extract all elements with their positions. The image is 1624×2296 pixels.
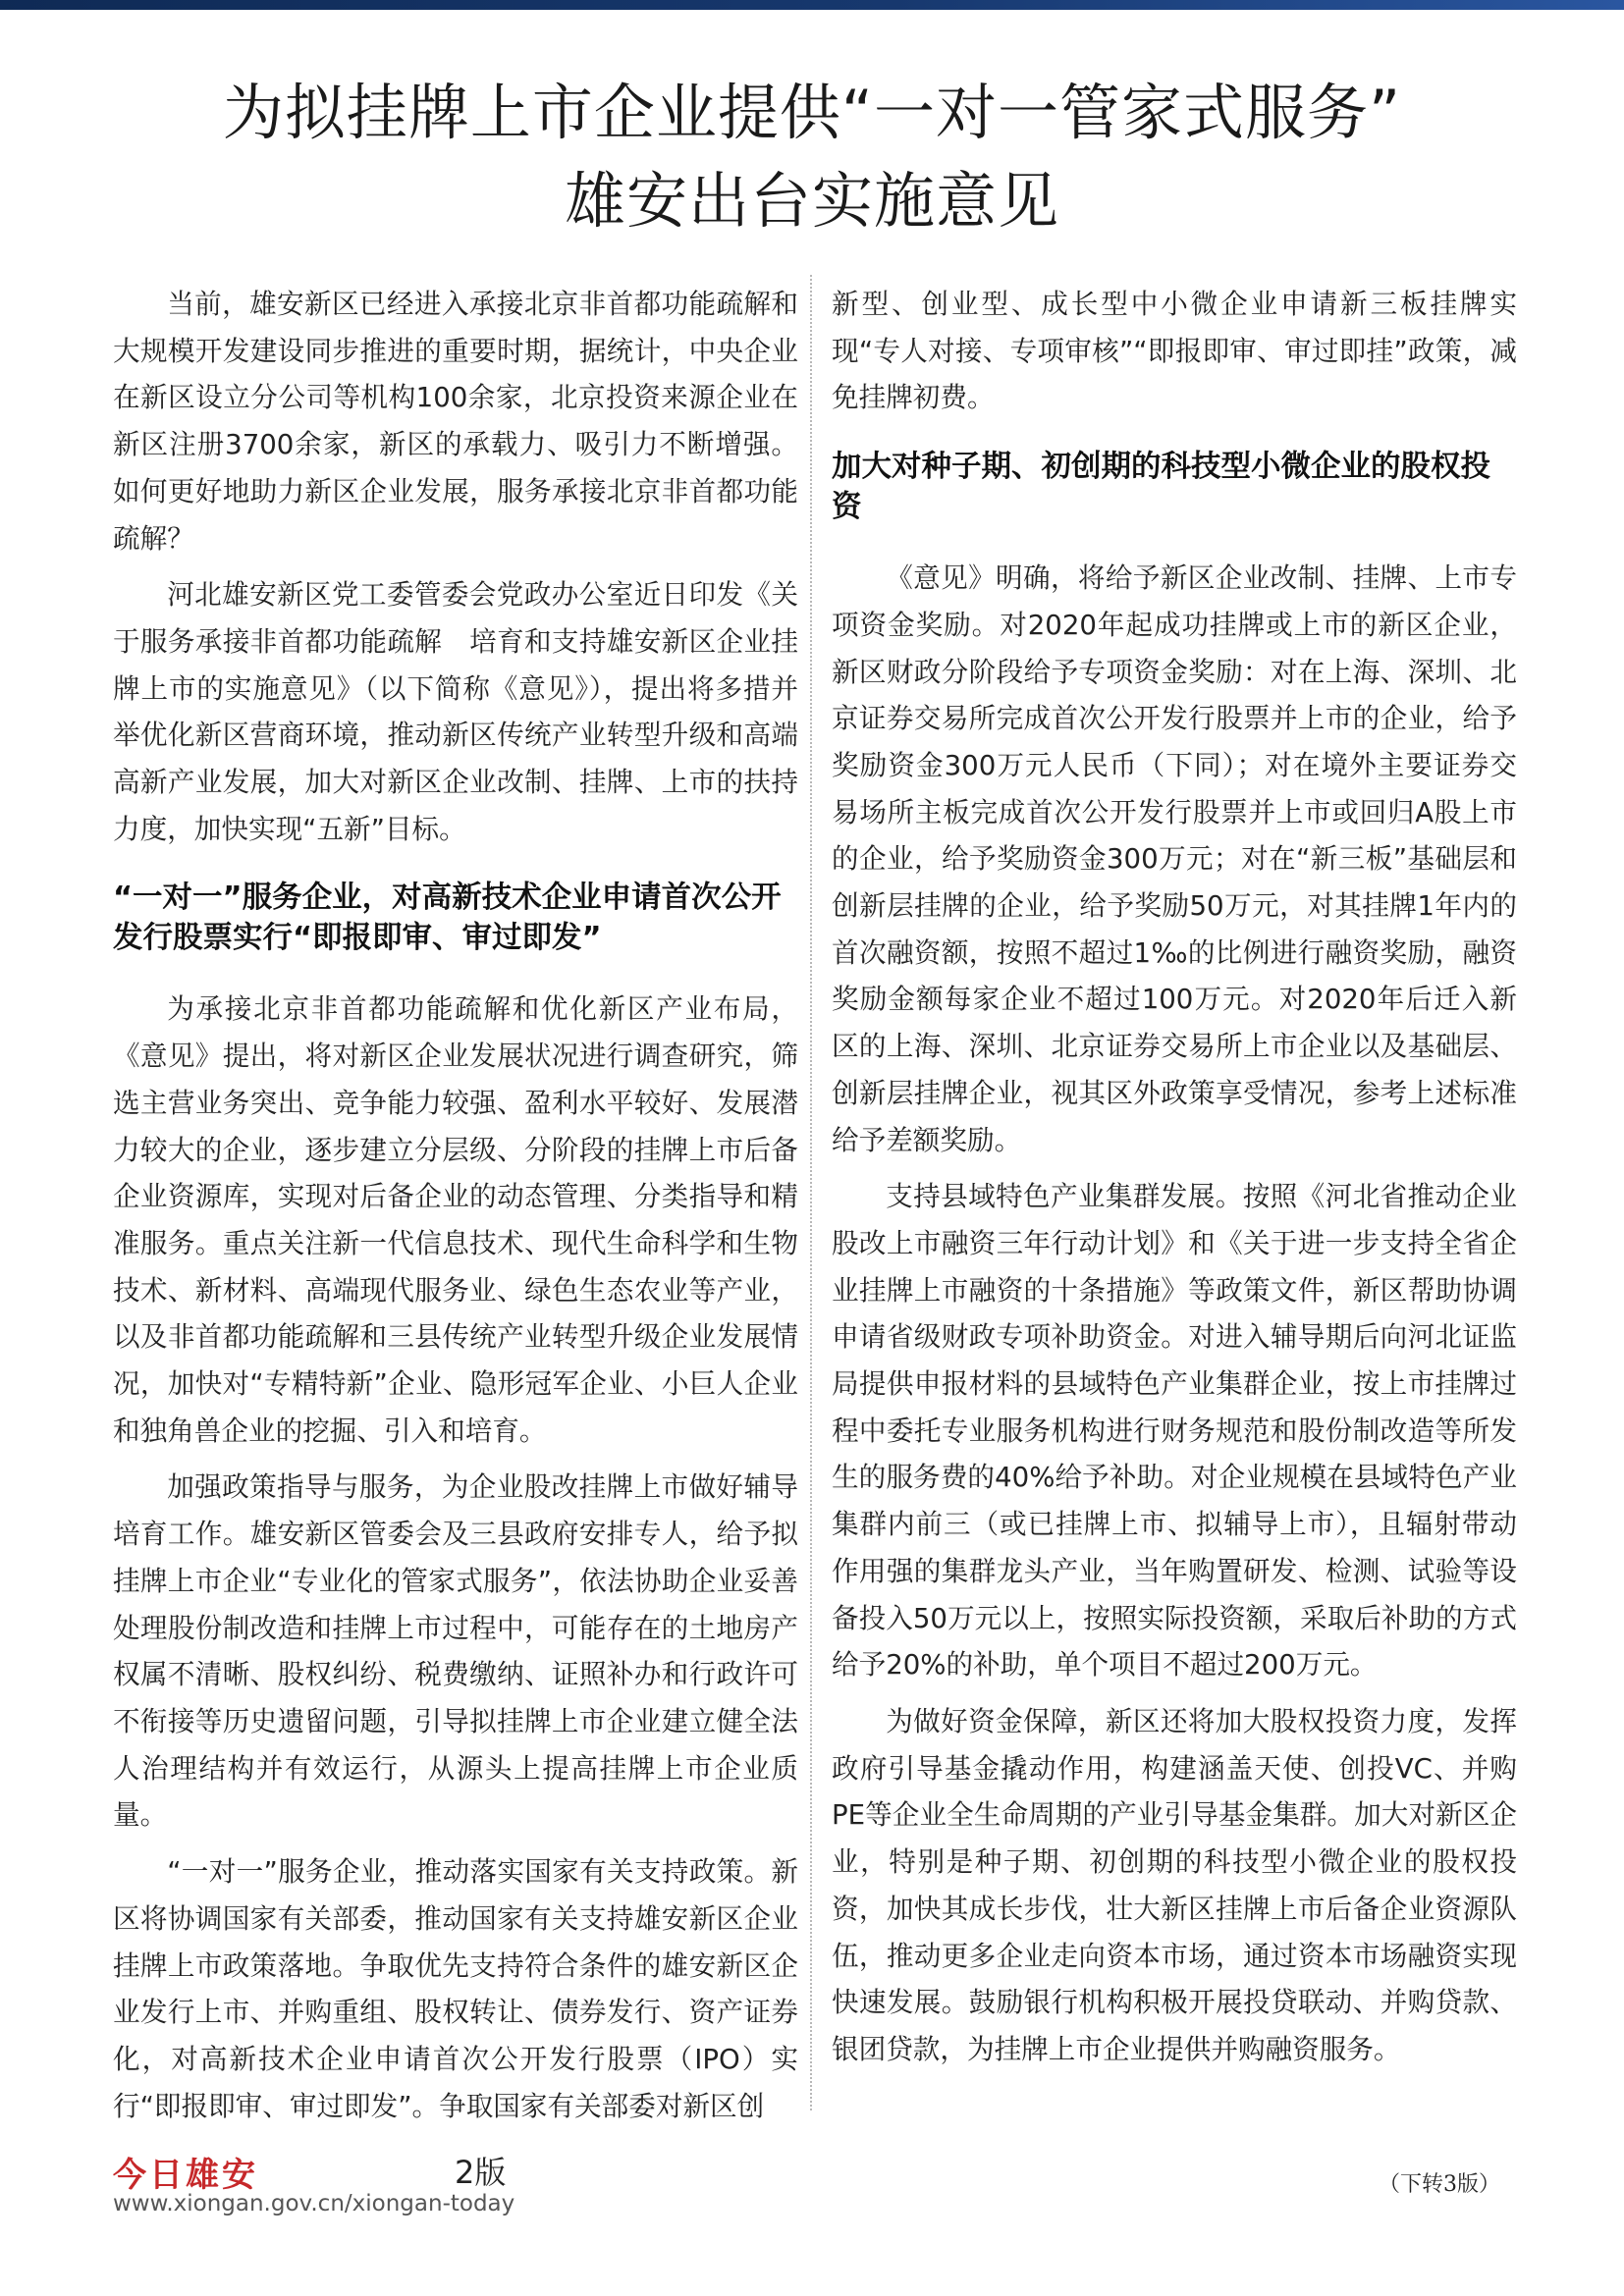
section-heading: 加大对种子期、初创期的科技型小微企业的股权投资 <box>832 450 1490 525</box>
paragraph: 支持县域特色产业集群发展。按照《河北省推动企业股改上市融资三年行动计划》和《关于进一步支持全省企业挂牌上市融资的十条措施》等政策文件，新区帮助协调申请省级财政专项补助资金。对进入辅导期后向河北证监局提供申报材料的县域特色产业集群企业，按上市挂牌过程中委托专业服务机构进行财务规范和股份制改造等所发生的服务费的40%给予补助。对企业规模在县域特色产业集群内前三（或已挂牌上市、拟辅导上市），且辐射带动作用强的集群龙头产业，当年购置研发、检测、试验等设备投入50万元以上，按照实际投资额，采取后补助的方式给予20%的补助，单个项目不超过200万元。 <box>832 1180 1517 1682</box>
top-color-band <box>0 0 1624 10</box>
column-divider <box>810 275 812 2110</box>
paragraph: 加强政策指导与服务，为企业股改挂牌上市做好辅导培育工作。雄安新区管委会及三县政府安排专人，给予拟挂牌上市企业“专业化的管家式服务”，依法协助企业妥善处理股份制改造和挂牌上市过程中，可能存在的土地房产权属不清晰、股权纠纷、税费缴纳、证照补办和行政许可不衔接等历史遗留问题，引导拟挂牌上市企业建立健全法人治理结构并有效运行，从源头上提高挂牌上市企业质量。 <box>113 1470 798 1832</box>
paragraph: 河北雄安新区党工委管委会党政办公室近日印发《关于服务承接非首都功能疏解 培育和支持雄安新区企业挂牌上市的实施意见》（以下简称《意见》），提出将多措并举优化新区营商环境，推动新区传统产业转型升级和高端高新产业发展，加大对新区企业改制、挂牌、上市的扶持力度，加快实现“五新”目标。 <box>113 578 798 845</box>
headline-line-1: 为拟挂牌上市企业提供“一对一管家式服务” <box>222 77 1402 148</box>
page-number: 2版 <box>455 2154 507 2191</box>
right-column <box>832 281 1517 2083</box>
footer-url[interactable]: www.xiongan.gov.cn/xiongan-today <box>113 2191 515 2216</box>
paragraph: “一对一”服务企业，推动落实国家有关支持政策。新区将协调国家有关部委，推动国家有关支持雄安新区企业挂牌上市政策落地。争取优先支持符合条件的雄安新区企业发行上市、并购重组、股权转让、债券发行、资产证券化，对高新技术企业申请首次公开发行股票（IPO）实行“即报即审、审过即发”。争取国家有关部委对新区创 <box>113 1855 798 2122</box>
paragraph: 为做好资金保障，新区还将加大股权投资力度，发挥政府引导基金撬动作用，构建涵盖天使、创投VC、并购PE等企业全生命周期的产业引导基金集群。加大对新区企业，特别是种子期、初创期的科技型小微企业的股权投资，加快其成长步伐，壮大新区挂牌上市后备企业资源队伍，推动更多企业走向资本市场，通过资本市场融资实现快速发展。鼓励银行机构积极开展投贷联动、并购贷款、银团贷款，为挂牌上市企业提供并购融资服务。 <box>832 1704 1517 2065</box>
headline <box>0 69 1624 245</box>
paragraph: 《意见》明确，将给予新区企业改制、挂牌、上市专项资金奖励。对2020年起成功挂牌或上市的新区企业，新区财政分阶段给予专项资金奖励：对在上海、深圳、北京证券交易所完成首次公开发行股票并上市的企业，给予奖励资金300万元人民币（下同）；对在境外主要证券交易场所主板完成首次公开发行股票并上市或回归A股上市的企业，给予奖励资金300万元；对在“新三板”基础层和创新层挂牌的企业，给予奖励50万元，对其挂牌1年内的首次融资额，按照不超过1‰的比例进行融资奖励，融资奖励金额每家企业不超过100万元。对2020年后迁入新区的上海、深圳、北京证券交易所上市企业以及基础层、创新层挂牌企业，视其区外政策享受情况，参考上述标准给予差额奖励。 <box>832 561 1517 1156</box>
publication-logo: 今日雄安 <box>113 2156 258 2195</box>
continued-note: （下转3版） <box>1379 2172 1500 2197</box>
paragraph-continued: 新型、创业型、成长型中小微企业申请新三板挂牌实现“专人对接、专项审核”“即报即审、审过即挂”政策，减免挂牌初费。 <box>832 288 1517 414</box>
section-heading: “一对一”服务企业，对高新技术企业申请首次公开发行股票实行“即报即审、审过即发” <box>113 881 782 956</box>
paragraph: 为承接北京非首都功能疏解和优化新区产业布局，《意见》提出，将对新区企业发展状况进行调查研究，筛选主营业务突出、竞争能力较强、盈利水平较好、发展潜力较大的企业，逐步建立分层级、分阶段的挂牌上市后备企业资源库，实现对后备企业的动态管理、分类指导和精准服务。重点关注新一代信息技术、现代生命科学和生物技术、新材料、高端现代服务业、绿色生态农业等产业，以及非首都功能疏解和三县传统产业转型升级企业发展情况，加快对“专精特新”企业、隐形冠军企业、小巨人企业和独角兽企业的挖掘、引入和培育。 <box>113 992 798 1447</box>
left-column <box>113 281 798 2139</box>
headline-line-2: 雄安出台实施意见 <box>564 165 1059 237</box>
paragraph: 当前，雄安新区已经进入承接北京非首都功能疏解和大规模开发建设同步推进的重要时期，据统计，中央企业在新区设立分公司等机构100余家，北京投资来源企业在新区注册3700余家，新区的承载力、吸引力不断增强。如何更好地助力新区企业发展，服务承接北京非首都功能疏解？ <box>113 288 798 555</box>
